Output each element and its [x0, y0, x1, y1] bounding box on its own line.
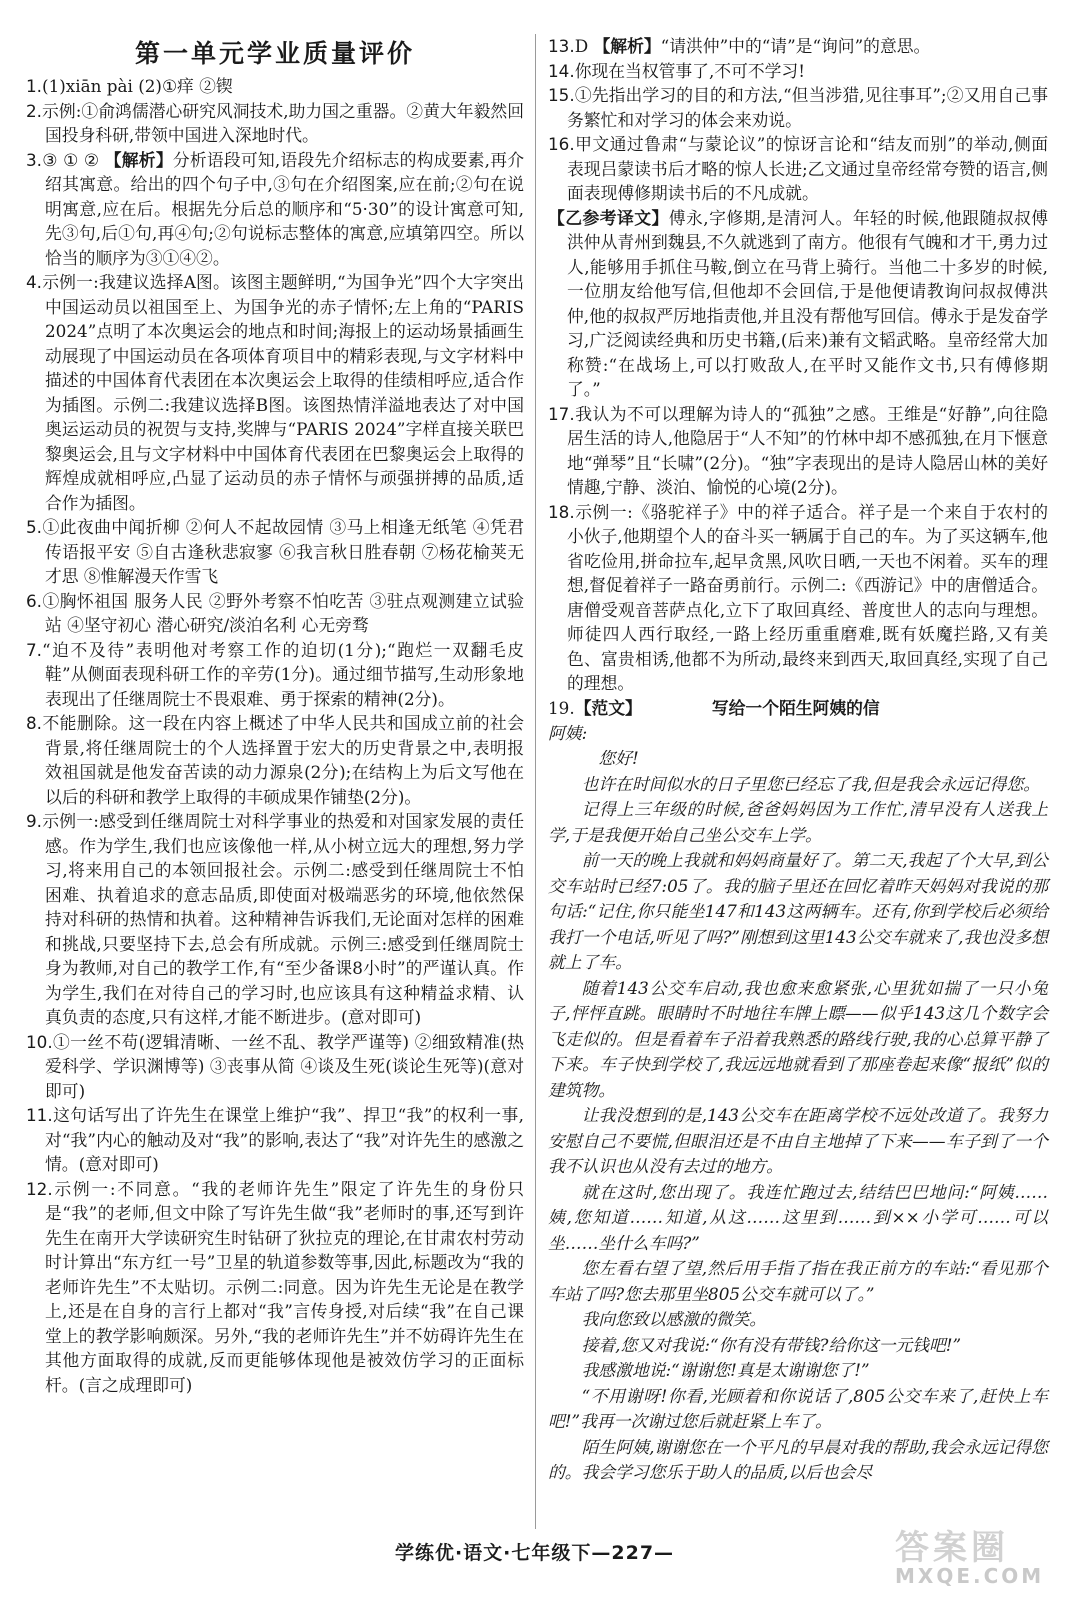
answer-number: 14. — [548, 60, 575, 81]
answer-number: 16. — [548, 134, 575, 154]
answer-text: 示例一:不同意。“我的老师许先生”限定了许先生的身份只是“我”的老师,但文中除了写许先生做“我”老师时的事,还写到许先生在南开大学读研究生时钻研了狄拉克的理论,在甘肃农村劳动时计算出“东方红一号”卫星的轨道参数等事,因此,标题改为“我的老师许先生”不太贴切。示例二:同意。因为许先生无论是在教学上,还是在自身的言行上都对“我”言传身授,对后续“我”在自己课堂上的教学影响颇深。另外,“我的老师许先生”并不妨碍许先生在其他方面取得的成就,反而更能够体现他是被效仿学习的正面标杆。(言之成理即可) — [45, 1178, 524, 1395]
essay-paragraph: 就在这时,您出现了。我连忙跑过去,结结巴巴地问:“阿姨……姨,您知道……知道,从这……这里到……到××小学可……可以坐……坐什么车吗?” — [548, 1181, 1048, 1253]
essay-paragraph: 也许在时间似水的日子里您已经忘了我,但是我会永远记得您。 — [581, 773, 1041, 794]
essay-paragraph: 随着143公交车启动,我也愈来愈紧张,心里犹如揣了一只小兔子,怦怦直跳。眼睛时不时地往车牌上瞟——似乎143这几个数字会飞走似的。但是看着车子沿着我熟悉的路线行驶,我的心总算平静了下来。车子快到学校了,我远远地就看到了那座卷起来像“报纸”似的建筑物。 — [548, 977, 1048, 1100]
answer-text: 示例一:《骆驼祥子》中的祥子适合。祥子是一个来自于农村的小伙子,他期望个人的奋斗买一辆属于自己的车。为了买这辆车,他省吃俭用,拼命拉车,起早贪黑,风吹日晒,一天也不闲着。买车的理想,督促着祥子一路奋勇前行。示例二:《西游记》中的唐僧适合。唐僧受观音菩萨点化,立下了取回真经、普度世人的志向与理想。师徒四人西行取经,一路上经历重重磨难,既有妖魔拦路,又有美色、富贵相诱,他都不为所动,最终来到西天,取回真经,实现了自己的理想。 — [567, 501, 1048, 693]
answer-number: 3. — [26, 149, 43, 170]
essay-greeting: 您好! — [598, 748, 639, 768]
answer-number: 1. — [26, 76, 43, 96]
answer-item — [548, 206, 1048, 402]
answer-text: “迫不及待”表明他对考察工作的迫切(1分);“跑烂一双翻毛皮鞋”从侧面表现科研工作的辛劳(1分)。通过细节描写,生动形象地表现出了任继周院士不畏艰难、勇于探索的精神(2分)。 — [42, 639, 524, 709]
left-answer-list — [26, 74, 524, 1397]
watermark-text-top: 答案圈 — [895, 1528, 1009, 1568]
right-answer-list — [548, 34, 1048, 696]
answer-number: 5. — [26, 517, 43, 537]
answer-item — [26, 1103, 524, 1177]
answer-number: 8. — [26, 713, 43, 733]
essay-salutation: 阿姨: — [548, 722, 588, 743]
answer-tag: 【解析】 — [104, 149, 173, 170]
answer-number: 17. — [548, 403, 575, 424]
essay-body — [548, 721, 1048, 1486]
essay-number: 19. — [548, 697, 575, 718]
essay-paragraph: 我向您致以感激的微笑。 — [581, 1309, 767, 1329]
answer-item — [548, 59, 1048, 84]
answer-item — [548, 83, 1048, 132]
answer-text: ①先指出学习的目的和方法,“但当涉猎,见往事耳”;②又用自己事务繁忙和对学习的体会来劝说。 — [567, 85, 1048, 130]
answer-item — [26, 711, 524, 809]
answer-text: 不能删除。这一段在内容上概述了中华人民共和国成立前的社会背景,将任继周院士的个人选择置于宏大的历史背景之中,表明报效祖国就是他发奋苦读的动力源泉(2分);在结构上为后文写他在以后的科研和教学上取得的丰硕成果作铺垫(2分)。 — [42, 713, 524, 807]
answer-item — [26, 1177, 524, 1398]
essay-header — [548, 696, 1048, 721]
right-column — [548, 34, 1048, 1486]
watermark-logo — [895, 1530, 1055, 1588]
answer-item — [26, 1030, 524, 1104]
answer-number: 10. — [26, 1031, 53, 1052]
answer-number: 12. — [26, 1178, 53, 1199]
answer-number: 15. — [548, 85, 575, 105]
answer-item — [26, 809, 524, 1030]
answer-item — [26, 589, 524, 638]
answer-tag: 【乙参考译文】 — [548, 207, 669, 228]
left-column — [26, 34, 524, 1397]
answer-text: ①此夜曲中闻折柳 ②何人不起故园情 ③马上相逢无纸笔 ④凭君传语报平安 ⑤自古逢秋悲寂寥 ⑥我言秋日胜春朝 ⑦杨花榆荚无才思 ⑧惟解漫天作雪飞 — [42, 517, 524, 586]
column-divider — [535, 34, 536, 1529]
essay-paragraphs — [548, 772, 1048, 1486]
answer-text: 分析语段可知,语段先介绍标志的构成要素,再介绍其寓意。给出的四个句子中,③句在介绍图案,应在前;②句在说明寓意,应在后。根据先分后总的顺序和“5·30”的设计寓意可知,先③句,后①句,再④句;②句说标志整体的寓意,应填第四空。所以恰当的顺序为③①④②。 — [45, 149, 524, 268]
answer-item — [26, 515, 524, 589]
essay-paragraph: “不用谢呀!你看,光顾着和你说话了,805公交车来了,赶快上车吧!”我再一次谢过您后就赶紧上车了。 — [548, 1385, 1048, 1431]
essay-tag: 【范文】 — [574, 697, 642, 718]
answer-choice: ③ ① ② — [42, 149, 100, 170]
answer-text: “请洪仲”中的“请”是“询问”的意思。 — [660, 36, 931, 56]
answer-text: (1)xiān pài (2)①痒 ②锲 — [42, 76, 233, 96]
answer-number: 13. — [548, 36, 575, 56]
answer-item — [548, 132, 1048, 206]
essay-paragraph: 我感激地说:“谢谢您!真是太谢谢您了!” — [581, 1360, 870, 1380]
answer-text: 示例一:感受到任继周院士对科学事业的热爱和对国家发展的责任感。作为学生,我们也应该像他一样,从小树立远大的理想,努力学习,将来用自己的本领回报社会。示例二:感受到任继周院士不怕困难、执着追求的意志品质,即使面对极端恶劣的环境,他依然保持对科研的热情和执着。这种精神告诉我们,无论面对怎样的困难和挑战,只要坚持下去,总会有所成就。示例三:感受到任继周院士身为教师,对自己的教学工作,有“至少备课8小时”的严谨认真。作为学生,我们在对待自己的学习时,也应该具有这种精益求精、认真负责的态度,只有这样,才能不断进步。(意对即可) — [42, 811, 524, 1027]
essay-title: 写给一个陌生阿姨的信 — [711, 697, 880, 718]
answer-text: 示例:①俞鸿儒潜心研究风洞技术,助力国之重器。②黄大年毅然回国投身科研,带领中国进入深地时代。 — [42, 100, 524, 145]
answer-tag: 【解析】 — [593, 36, 661, 56]
answer-item — [26, 74, 524, 99]
answer-item — [26, 99, 524, 148]
essay-paragraph: 接着,您又对我说:“你有没有带钱?给你这一元钱吧!” — [581, 1334, 962, 1355]
answer-number: 4. — [26, 272, 43, 292]
answer-item — [26, 148, 524, 271]
answer-number: 9. — [26, 811, 43, 831]
answer-text: 傅永,字修期,是清河人。年轻的时候,他跟随叔叔傅洪仲从青州到魏县,不久就逃到了南方。他很有气魄和才干,勇力过人,能够用手抓住马鞍,倒立在马背上骑行。当他二十多岁的时候,一位朋友给他写信,但他却不会回信,于是他便请教询问叔叔傅洪仲,他的叔叔严厉地指责他,并且没有帮他写回信。傅永于是发奋学习,广泛阅读经典和历史书籍,(后来)兼有文韬武略。皇帝经常大加称赞:“在战场上,可以打败敌人,在平时又能作文书,只有傅修期了。” — [567, 207, 1048, 399]
answer-item — [26, 638, 524, 712]
essay-paragraph: 前一天的晚上我就和妈妈商量好了。第二天,我起了个大早,到公交车站时已经7:05了。我的脑子里还在回忆着昨天妈妈对我说的那句话:“记住,你只能坐147和143这两辆车。还有,你到学校后必须给我打一个电话,听见了吗?”刚想到这里143公交车就来了,我也没多想就上了车。 — [548, 850, 1048, 972]
answer-number: 18. — [548, 501, 575, 522]
answer-number: 2. — [26, 100, 43, 121]
answer-text: ①一丝不苟(逻辑清晰、一丝不乱、教学严谨等) ②细致精准(热爱科学、学识渊博等) ③丧事从简 ④谈及生死(谈论生死等)(意对即可) — [45, 1031, 524, 1101]
answer-number: 7. — [26, 639, 43, 660]
answer-text: 我认为不可以理解为诗人的“孤独”之感。王维是“好静”,向往隐居生活的诗人,他隐居于“人不知”的竹林中却不感孤独,在月下惬意地“弹琴”且“长啸”(2分)。“独”字表现出的是诗人隐居山林的美好情趣,宁静、淡泊、愉悦的心境(2分)。 — [567, 403, 1048, 497]
page-footer: 学练优·语文·七年级下—227— — [394, 1542, 675, 1564]
answer-text: 这句话写出了许先生在课堂上维护“我”、捍卫“我”的权利一事,对“我”内心的触动及对“我”的影响,表达了“我”对许先生的感激之情。(意对即可) — [45, 1105, 524, 1174]
answer-text: 甲文通过鲁肃“与蒙论议”的惊讶言论和“结友而别”的举动,侧面表现吕蒙读书后才略的惊人长进;乙文通过皇帝经常夸赞的语言,侧面表现傅修期读书后的不凡成就。 — [567, 134, 1048, 203]
essay-paragraph: 让我没想到的是,143公交车在距离学校不远处改道了。我努力安慰自己不要慌,但眼泪还是不由自主地掉了下来——车子到了一个我不认识也从没有去过的地方。 — [548, 1105, 1048, 1176]
answer-number: 11. — [26, 1105, 53, 1125]
answer-item — [26, 270, 524, 515]
essay-paragraph: 陌生阿姨,谢谢您在一个平凡的早晨对我的帮助,我会永远记得您的。我会学习您乐于助人的品质,以后也会尽 — [548, 1436, 1048, 1482]
answer-item — [548, 500, 1048, 696]
answer-item — [548, 402, 1048, 500]
answer-text: 示例一:我建议选择A图。该图主题鲜明,“为国争光”四个大字突出中国运动员以祖国至上、为国争光的赤子情怀;左上角的“PARIS 2024”点明了本次奥运会的地点和时间;海报上的运动场景插画生动展现了中国运动员在各项体育项目中的精彩表现,与文字材料中描述的中国体育代表团在本次奥运会上取得的佳绩相呼应,适合作为插图。示例二:我建议选择B图。该图热情洋溢地表达了对中国奥运运动员的祝贺与支持,奖牌与“PARIS 2024”字样直接关联巴黎奥运会,且与文字材料中中国体育代表团在巴黎奥运会上取得的辉煌成就相呼应,凸显了运动员的赤子情怀与顽强拼搏的品质,适合作为插图。 — [42, 272, 524, 513]
answer-text: ①胸怀祖国 服务人民 ②野外考察不怕吃苦 ③驻点观测建立试验站 ④坚守初心 潜心研究/淡泊名利 心无旁骛 — [42, 590, 524, 635]
page-title: 第一单元学业质量评价 — [134, 39, 415, 68]
answer-number: 6. — [26, 590, 43, 611]
answer-choice: D — [574, 36, 589, 56]
answer-text: 你现在当权管事了,不可不学习! — [574, 60, 805, 81]
watermark-text-bottom: MXQE.COM — [895, 1564, 1045, 1588]
essay-paragraph: 记得上三年级的时候,爸爸妈妈因为工作忙,清早没有人送我上学,于是我便开始自己坐公交车上学。 — [548, 799, 1048, 845]
essay-paragraph: 您左看右望了望,然后用手指了指在我正前方的车站:“看见那个车站了吗?您去那里坐805公交车就可以了。” — [548, 1258, 1048, 1304]
answer-item — [548, 34, 1048, 59]
